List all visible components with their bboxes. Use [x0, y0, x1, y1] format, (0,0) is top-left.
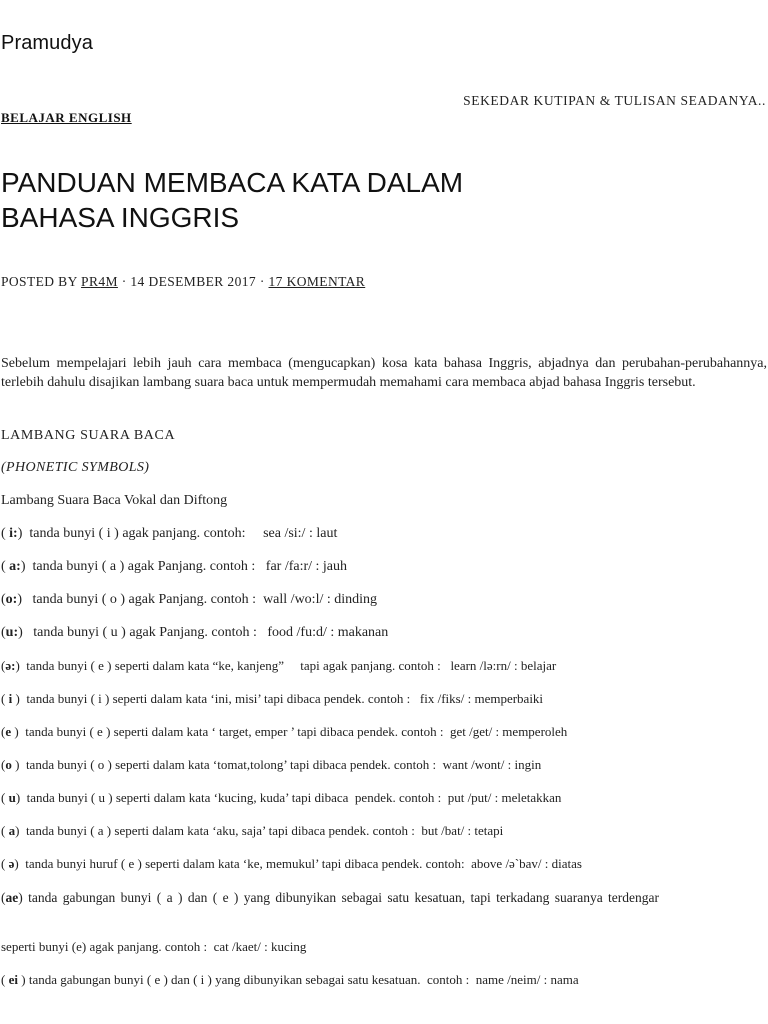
- symbol-row: (u:) tanda bunyi ( u ) agak Panjang. contoh : food /fu:d/ : makanan: [1, 625, 389, 640]
- phonetic-symbol: ə:: [5, 658, 16, 673]
- section-heading: LAMBANG SUARA BACA: [1, 428, 176, 443]
- phonetic-symbol: o: [5, 757, 12, 772]
- symbol-row: (ə:) tanda bunyi ( e ) seperti dalam kata “ke, kanjeng” tapi agak panjang. contoh : learn /lə:rn/ : belajar: [1, 658, 557, 673]
- symbol-row: ( u) tanda bunyi ( u ) seperti dalam kata ‘kucing, kuda’ tapi dibaca pendek. contoh : put /put/ : meletakkan: [1, 790, 562, 805]
- posted-by-label: POSTED BY: [1, 274, 78, 289]
- symbol-row: ( ə) tanda bunyi huruf ( e ) seperti dalam kata ‘ke, memukul’ tapi dibaca pendek. contoh: above /əˋbav/ : diatas: [1, 856, 582, 871]
- phonetic-symbol: ae: [5, 890, 19, 905]
- site-tagline: SEKEDAR KUTIPAN & TULISAN SEADANYA..: [463, 93, 766, 108]
- phonetic-symbol: u:: [5, 625, 19, 640]
- post-content: [1, 354, 767, 987]
- section-title: Lambang Suara Baca Vokal dan Diftong: [1, 493, 228, 508]
- post-title-line1: PANDUAN MEMBACA KATA DALAM: [1, 167, 464, 198]
- phonetic-symbol: a:: [9, 559, 21, 574]
- symbol-row-continuation: seperti bunyi (e) agak panjang. contoh : cat /kaet/ : kucing: [1, 939, 307, 954]
- phonetic-symbol: e: [5, 724, 12, 739]
- phonetic-symbol: a: [8, 823, 16, 838]
- phonetic-symbol: ə: [8, 856, 15, 871]
- meta-separator: ·: [121, 274, 127, 289]
- symbol-row: ( a:) tanda bunyi ( a ) agak Panjang. contoh : far /fa:r/ : jauh: [1, 559, 348, 574]
- phonetic-symbol: ei: [8, 972, 18, 987]
- category-link[interactable]: BELAJAR ENGLISH: [1, 110, 132, 125]
- intro-paragraph: Sebelum mempelajari lebih jauh cara membaca (mengucapkan) kosa kata bahasa Inggris, abjadnya dan perubahan-perubahannya, terlebih dahulu disajikan lambang suara baca untuk mempermudah memahami cara membaca abjad bahasa Inggris tersebut.: [1, 356, 767, 390]
- author-link[interactable]: PR4M: [81, 274, 118, 289]
- meta-separator: ·: [259, 274, 265, 289]
- symbol-row: (ae) tanda gabungan bunyi ( a ) dan ( e ) yang dibunyikan sebagai satu kesatuan, tapi terkadang suaranya terdengar: [1, 890, 660, 905]
- symbol-row: ( ei ) tanda gabungan bunyi ( e ) dan ( i ) yang dibunyikan sebagai satu kesatuan. contoh : name /neim/ : nama: [1, 972, 579, 987]
- symbol-row: ( i ) tanda bunyi ( i ) seperti dalam kata ‘ini, misi’ tapi dibaca pendek. contoh : fix /fiks/ : memperbaiki: [1, 691, 544, 706]
- post-meta: [1, 274, 365, 290]
- symbol-row: ( a) tanda bunyi ( a ) seperti dalam kata ‘aku, saja’ tapi dibaca pendek. contoh : but /bat/ : tetapi: [1, 823, 504, 838]
- section-subheading: (PHONETIC SYMBOLS): [1, 460, 150, 475]
- post-title: [1, 165, 463, 235]
- phonetic-symbol: o:: [5, 592, 18, 607]
- phonetic-symbol: i: [8, 691, 13, 706]
- site-title[interactable]: Pramudya: [1, 32, 93, 54]
- symbol-row: (o:) tanda bunyi ( o ) agak Panjang. contoh : wall /wo:l/ : dinding: [1, 592, 378, 607]
- symbol-row: (e ) tanda bunyi ( e ) seperti dalam kata ‘ target, emper ’ tapi dibaca pendek. contoh : get /get/ : memperoleh: [1, 724, 568, 739]
- post-title-line2: BAHASA INGGRIS: [1, 202, 240, 233]
- symbol-row: (o ) tanda bunyi ( o ) seperti dalam kata ‘tomat,tolong’ tapi dibaca pendek. contoh : want /wont/ : ingin: [1, 757, 542, 772]
- phonetic-symbol: i:: [9, 526, 18, 541]
- phonetic-symbol: u: [8, 790, 16, 805]
- symbol-row: ( i:) tanda bunyi ( i ) agak panjang. contoh: sea /si:/ : laut: [1, 526, 338, 541]
- comments-link[interactable]: 17 KOMENTAR: [268, 274, 366, 289]
- post-date: 14 DESEMBER 2017: [130, 274, 257, 289]
